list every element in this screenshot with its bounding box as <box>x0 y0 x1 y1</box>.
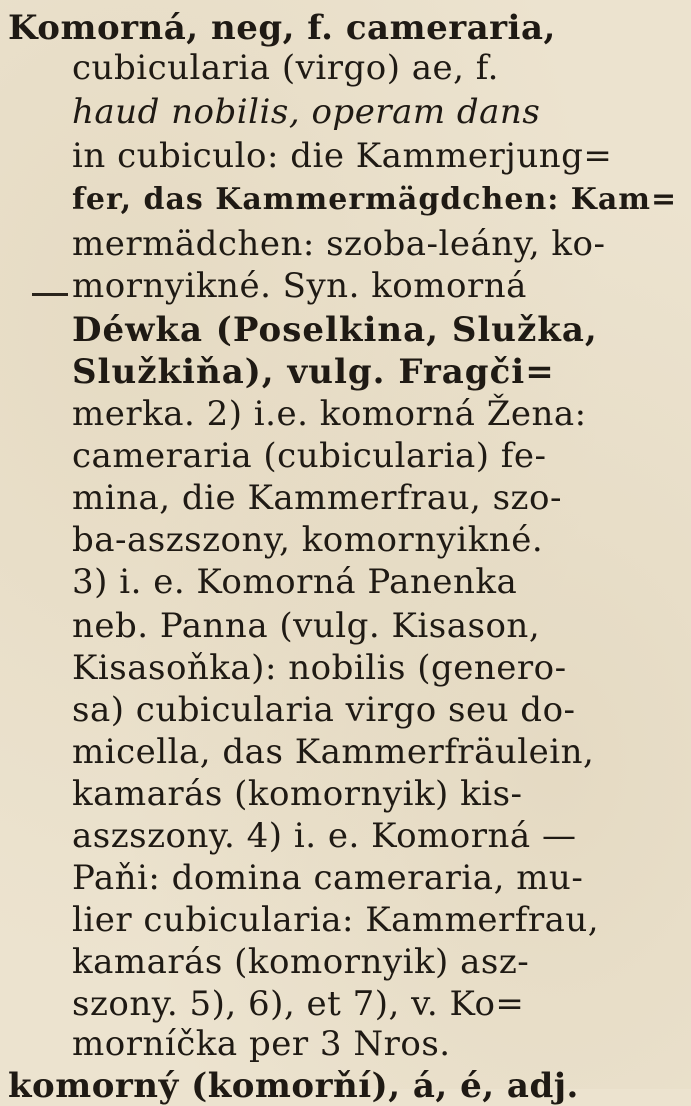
entry-line-20: aszszony. 4) i. e. Komorná — <box>72 816 577 856</box>
entry-line-18: micella, das Kammerfräulein, <box>72 732 595 772</box>
entry-line-7: mornyikné. Syn. komorná <box>72 266 527 306</box>
entry-line-3: haud nobilis, operam dans <box>72 92 541 132</box>
entry-line-23: kamarás (komornyik) asz- <box>72 942 530 982</box>
entry-line-24: szony. 5), 6), et 7), v. Ko= <box>72 984 525 1024</box>
entry-line-16: Kisasoňka): nobilis (genero- <box>72 648 567 688</box>
entry-line-6: mermädchen: szoba-leány, ko- <box>72 224 606 264</box>
entry-line-2: cubicularia (virgo) ae, f. <box>72 48 499 88</box>
entry-line-15: neb. Panna (vulg. Kisason, <box>72 606 541 646</box>
entry-line-4: in cubiculo: die Kammerjung= <box>72 136 613 176</box>
entry-line-1: Komorná, neg, f. cameraria, <box>8 8 556 48</box>
next-entry-fragment: komorný (komorňí), á, é, adj. <box>8 1066 579 1106</box>
entry-line-12: mina, die Kammerfrau, szo- <box>72 478 562 518</box>
margin-dash <box>32 293 68 296</box>
entry-line-25: morníčka per 3 Nros. <box>72 1024 451 1064</box>
entry-line-10: merka. 2) i.e. komorná Žena: <box>72 394 587 434</box>
entry-line-11: cameraria (cubicularia) fe- <box>72 436 547 476</box>
entry-line-17: sa) cubicularia virgo seu do- <box>72 690 576 730</box>
entry-line-22: lier cubicularia: Kammerfrau, <box>72 900 600 940</box>
entry-line-13: ba-aszszony, komornyikné. <box>72 520 544 560</box>
entry-line-9: Služkiňa), vulg. Fragči= <box>72 352 555 392</box>
entry-line-5: fer, das Kammermägdchen: Kam= <box>72 182 678 217</box>
entry-line-8: Déwka (Poselkina, Služka, <box>72 310 598 350</box>
entry-line-14: 3) i. e. Komorná Panenka <box>72 562 518 602</box>
entry-line-21: Paňi: domina cameraria, mu- <box>72 858 584 898</box>
entry-line-19: kamarás (komornyik) kis- <box>72 774 523 814</box>
